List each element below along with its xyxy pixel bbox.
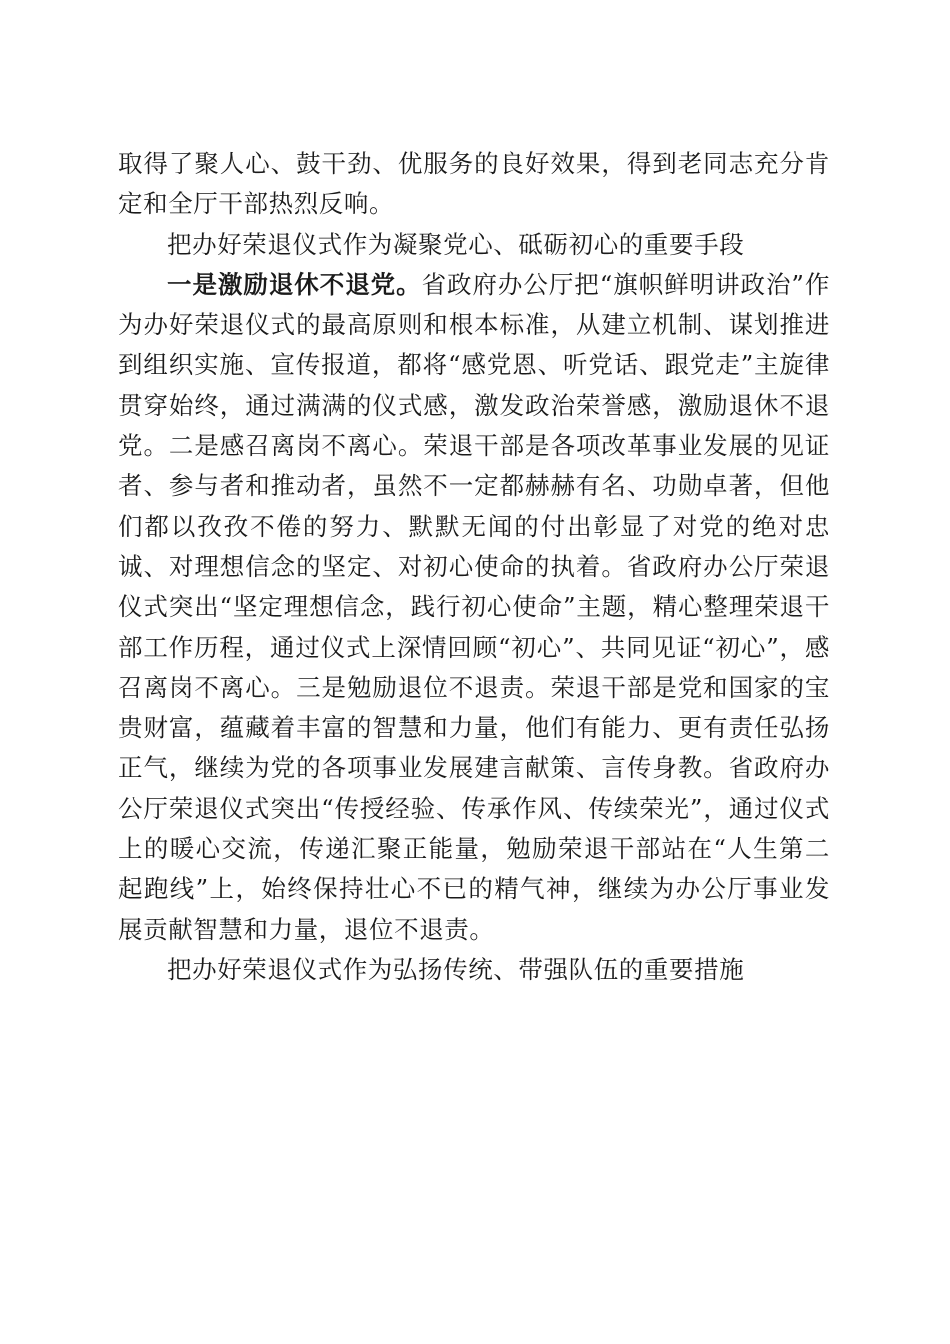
section-heading-1: 把办好荣退仪式作为凝聚党心、砥砺初心的重要手段: [167, 229, 745, 259]
paragraph-section-1: [118, 265, 830, 950]
section-heading-2: 把办好荣退仪式作为弘扬传统、带强队伍的重要措施: [167, 954, 745, 984]
paragraph-body-text: 省政府办公厅把“旗帜鲜明讲政治”作为办好荣退仪式的最高原则和根本标准，从建立机制、谋划推进到组织实施、宣传报道，都将“感党恩、听党话、跟党走”主旋律贯穿始终，通过满满的仪式感，激发政治荣誉感，激励退休不退党。二是感召离岗不离心。荣退干部是各项改革事业发展的见证者、参与者和推动者，虽然不一定都赫赫有名、功勋卓著，但他们都以孜孜不倦的努力、默默无闻的付出彰显了对党的绝对忠诚、对理想信念的坚定、对初心使命的执着。省政府办公厅荣退仪式突出“坚定理想信念，践行初心使命”主题，精心整理荣退干部工作历程，通过仪式上深情回顾“初心”、共同见证“初心”，感召离岗不离心。三是勉励退位不退责。荣退干部是党和国家的宝贵财富，蕴藏着丰富的智慧和力量，他们有能力、更有责任弘扬正气，继续为党的各项事业发展建言献策、言传身教。省政府办公厅荣退仪式突出“传授经验、传承作风、传续荣光”，通过仪式上的暖心交流，传递汇聚正能量，勉励荣退干部站在“人生第二起跑线”上，始终保持壮心不已的精气神，继续为办公厅事业发展贡献智慧和力量，退位不退责。: [118, 269, 831, 944]
document-body: [118, 144, 830, 990]
paragraph-continuation: 取得了聚人心、鼓干劲、优服务的良好效果，得到老同志充分肯定和全厅干部热烈反响。: [118, 149, 830, 219]
paragraph-bold-lead: 一是激励退休不退党。: [167, 269, 422, 299]
